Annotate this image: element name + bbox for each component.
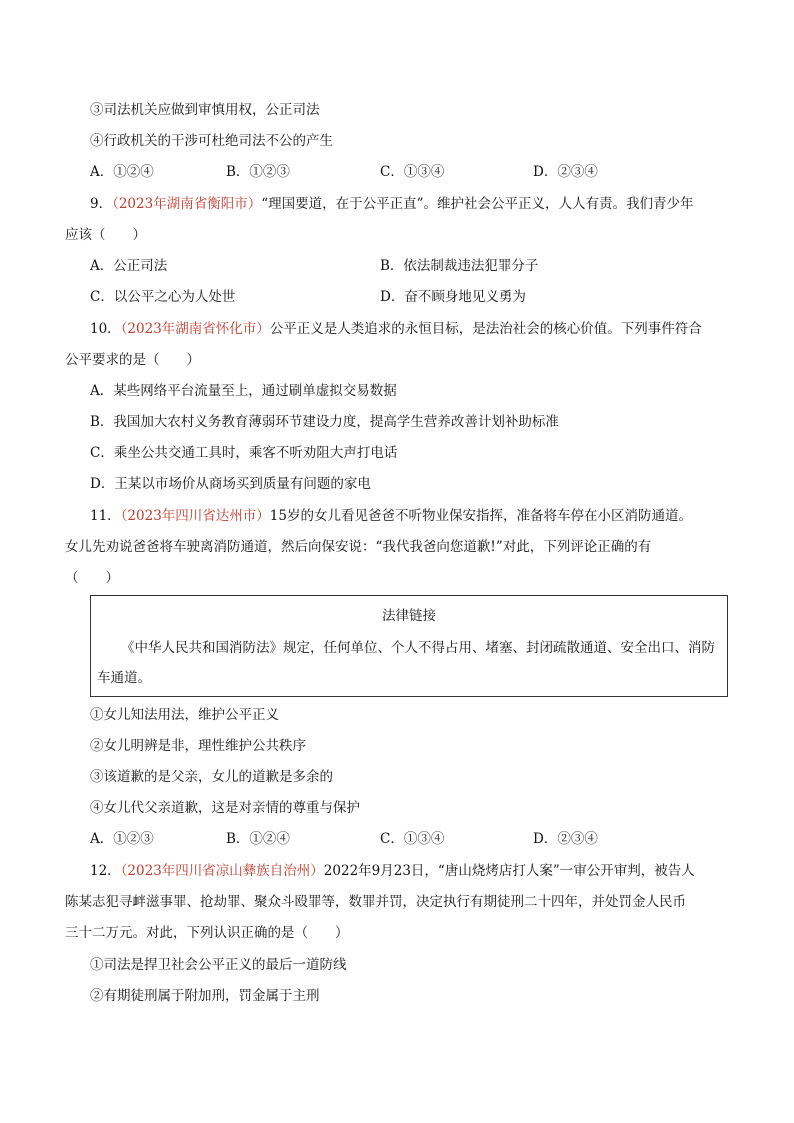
q10-option-c: C．乘坐公共交通工具时，乘客不听劝阻大声打电话 (90, 445, 398, 461)
q9-option-a: A．公正司法 (90, 258, 168, 274)
q10-source: （2023年湖南省怀化市） (120, 321, 270, 337)
q10-stem-line-1 (90, 320, 702, 338)
q11-text-1: 15岁的女儿看见爸爸不听物业保安指挥，准备将车停在小区消防通道。 (269, 508, 692, 524)
q12-text-1: 2022年9月23日，“唐山烧烤店打人案”一审公开审判，被告人 (323, 863, 695, 879)
q8-item-3: ③司法机关应做到审慎用权，公正司法 (90, 102, 320, 118)
q12-stem-line-2: 陈某志犯寻衅滋事罪、抢劫罪、聚众斗殴罪等，数罪并罚，决定执行有期徒刑二十四年，并处罚金人民币 (65, 894, 686, 910)
law-link-title: 法律链接 (382, 608, 436, 624)
q11-stem-line-2: 女儿先劝说爸爸将车驶离消防通道，然后向保安说：“我代我爸向您道歉!”对此，下列评论正确的有 (65, 539, 652, 555)
q11-stem-line-1 (90, 507, 692, 525)
q11-number: 11． (90, 508, 121, 524)
q8-option-a: A．①②④ (90, 164, 154, 180)
q8-item-4: ④行政机关的干涉可杜绝司法不公的产生 (90, 133, 333, 149)
q11-option-d: D．②③④ (533, 831, 598, 847)
q9-source: （2023年湖南省衡阳市） (112, 196, 262, 212)
law-link-text-2: 车通道。 (97, 670, 151, 686)
q11-item-3: ③该道歉的是父亲，女儿的道歉是多余的 (90, 769, 333, 785)
q11-item-4: ④女儿代父亲道歉，这是对亲情的尊重与保护 (90, 800, 360, 816)
q11-item-2: ②女儿明辨是非，理性维护公共秩序 (90, 738, 306, 754)
q9-text-1: “理国要道，在于公平正直”。维护社会公平正义，人人有责。我们青少年 (261, 196, 694, 212)
q9-option-b: B．依法制裁违法犯罪分子 (380, 258, 539, 274)
q10-option-a: A．某些网络平台流量至上，通过刷单虚拟交易数据 (90, 383, 397, 399)
q11-option-b: B．①②④ (226, 831, 290, 847)
q9-stem-line-2: 应该（ ） (65, 227, 146, 243)
q9-number: 9． (90, 196, 113, 212)
q11-option-a: A．①②③ (90, 831, 154, 847)
q10-option-d: D．王某以市场价从商场买到质量有问题的家电 (90, 476, 371, 492)
q12-item-2: ②有期徒刑属于附加刑，罚金属于主刑 (90, 988, 320, 1004)
q12-item-1: ①司法是捍卫社会公平正义的最后一道防线 (90, 957, 347, 973)
q10-number: 10． (90, 321, 121, 337)
q8-option-d: D．②③④ (533, 164, 598, 180)
q9-option-d: D．奋不顾身地见义勇为 (380, 289, 526, 305)
q8-option-b: B．①②③ (226, 164, 290, 180)
q10-stem-line-2: 公平要求的是（ ） (65, 352, 200, 368)
q9-stem-line-1 (90, 195, 694, 213)
law-link-text-1: 《中华人民共和国消防法》规定，任何单位、个人不得占用、堵塞、封闭疏散通道、安全出口、消防 (121, 640, 715, 656)
q10-text-1: 公平正义是人类追求的永恒目标，是法治社会的核心价值。下列事件符合 (269, 321, 702, 337)
q11-stem-line-3: （ ） (65, 570, 119, 586)
q12-source: （2023年四川省凉山彝族自治州） (120, 863, 324, 879)
law-link-box (90, 595, 728, 697)
q12-number: 12． (90, 863, 121, 879)
q11-option-c: C．①③④ (380, 831, 445, 847)
q9-option-c: C．以公平之心为人处世 (90, 289, 236, 305)
q10-option-b: B．我国加大农村义务教育薄弱环节建设力度，提高学生营养改善计划补助标准 (90, 414, 559, 430)
q11-item-1: ①女儿知法用法，维护公平正义 (90, 707, 279, 723)
q12-stem-line-1 (90, 862, 695, 880)
q11-source: （2023年四川省达州市） (120, 508, 270, 524)
q12-stem-line-3: 三十二万元。对此，下列认识正确的是（ ） (65, 925, 349, 941)
q8-option-c: C．①③④ (380, 164, 445, 180)
